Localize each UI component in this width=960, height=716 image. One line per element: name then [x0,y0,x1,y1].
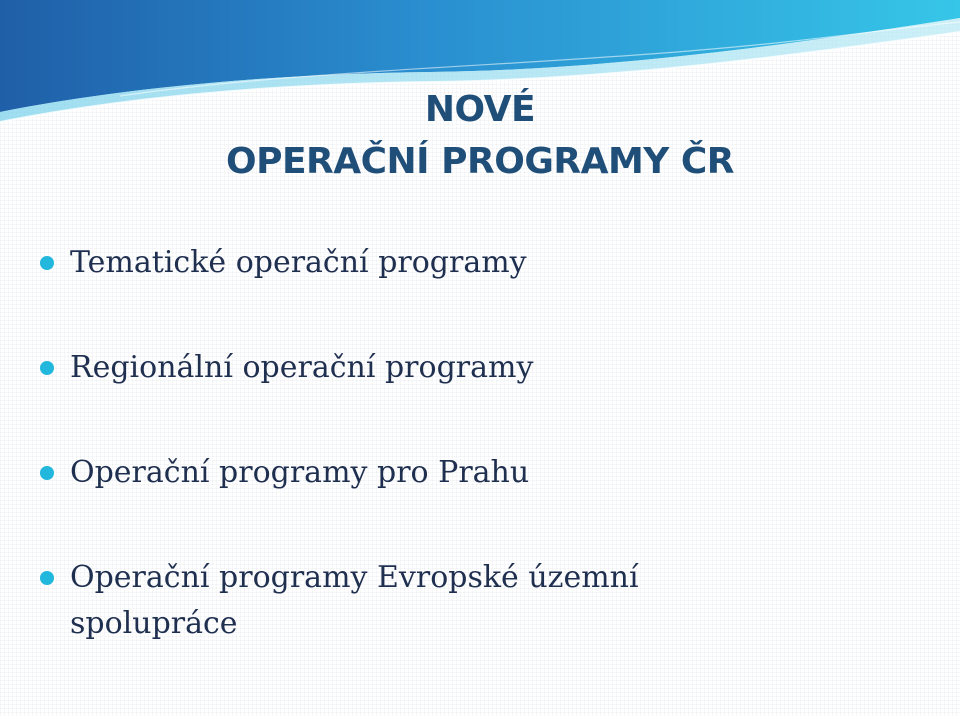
bullet-list [40,240,920,647]
bullet-text: Operační programy pro Prahu [70,455,530,490]
bullet-item [40,555,750,647]
bullet-item [40,450,920,496]
bullet-icon [40,256,54,270]
bullet-icon [40,571,54,585]
bullet-text: Regionální operační programy [70,350,534,385]
bullet-icon [40,361,54,375]
bullet-item [40,345,920,391]
bullet-text: Tematické operační programy [70,245,527,280]
bullet-text: Operační programy Evropské územní spolupráce [70,560,639,641]
title-line-2: OPERAČNÍ PROGRAMY ČR [225,141,735,182]
bullet-item [40,240,920,286]
title-line-1: NOVÉ [424,89,536,130]
slide-title [150,84,810,188]
bullet-icon [40,466,54,480]
